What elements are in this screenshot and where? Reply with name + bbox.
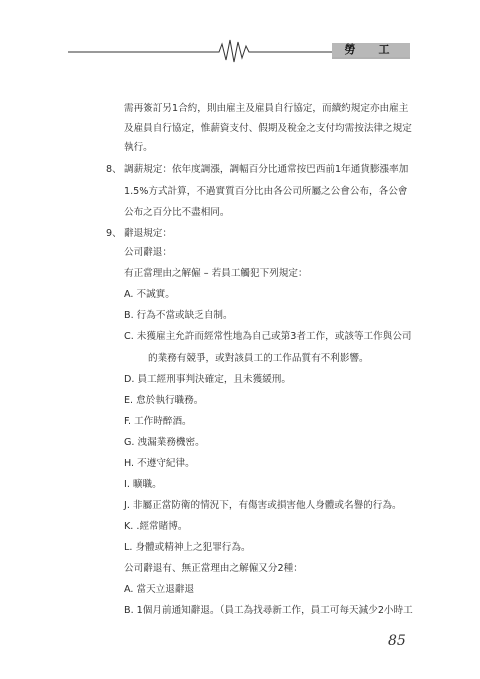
text-line: A. 當天立退辭退 <box>124 584 195 595</box>
text-line: D. 員工經刑事判決確定，且未獲緩刑。 <box>124 374 291 385</box>
text-line: 辭退規定： <box>124 228 172 239</box>
section-number: 9、 <box>106 228 122 239</box>
text-line: 公司辭退有、無正當理由之解僱又分2種： <box>124 563 303 574</box>
text-line: 需再簽訂另1合約，則由雇主及雇員自行協定，而續約規定亦由雇主 <box>124 103 409 114</box>
text-line: 及雇員自行協定，惟薪資支付、假期及稅金之支付均需按法律之規定 <box>124 123 412 134</box>
text-line: K. .經常賭博。 <box>124 521 188 532</box>
text-line: 的業務有競爭，或對該員工的工作品質有不利影響。 <box>148 353 369 364</box>
text-line: H. 不遵守紀律。 <box>124 458 195 469</box>
text-line: A. 不誠實。 <box>124 289 175 300</box>
text-line: I. 曠職。 <box>124 479 162 490</box>
text-line: B. 行為不當或缺乏自制。 <box>124 310 233 321</box>
text-line: 有正當理由之解僱 – 若員工觸犯下列規定： <box>124 268 308 279</box>
text-line: 公司辭退： <box>124 247 172 258</box>
header-section-label: 勞 工 <box>344 43 396 56</box>
text-line: F. 工作時醉酒。 <box>124 416 192 427</box>
text-line: 1.5%方式計算，不過實質百分比由各公司所屬之公會公布，各公會 <box>124 186 408 197</box>
text-line: G. 洩漏業務機密。 <box>124 437 205 448</box>
page-number: 85 <box>388 633 406 649</box>
text-line: E. 怠於執行職務。 <box>124 395 204 406</box>
text-line: 執行。 <box>124 142 153 153</box>
text-line: B. 1個月前通知辭退。（員工為找尋新工作，員工可每天減少2小時工 <box>124 605 413 616</box>
section-number: 8、 <box>106 164 122 175</box>
text-line: L. 身體或精神上之犯罪行為。 <box>124 542 251 553</box>
text-line: 調薪規定：依年度調漲，調幅百分比通常按巴西前1年通貨膨漲率加 <box>124 164 409 175</box>
text-line: J. 非屬正當防衛的情況下，有傷害或損害他人身體或名譽的行為。 <box>124 500 402 511</box>
text-line: C. 未獲雇主允許而經常性地為自己或第3者工作，或該等工作與公司 <box>124 331 412 342</box>
text-line: 公布之百分比不盡相同。 <box>124 207 230 218</box>
